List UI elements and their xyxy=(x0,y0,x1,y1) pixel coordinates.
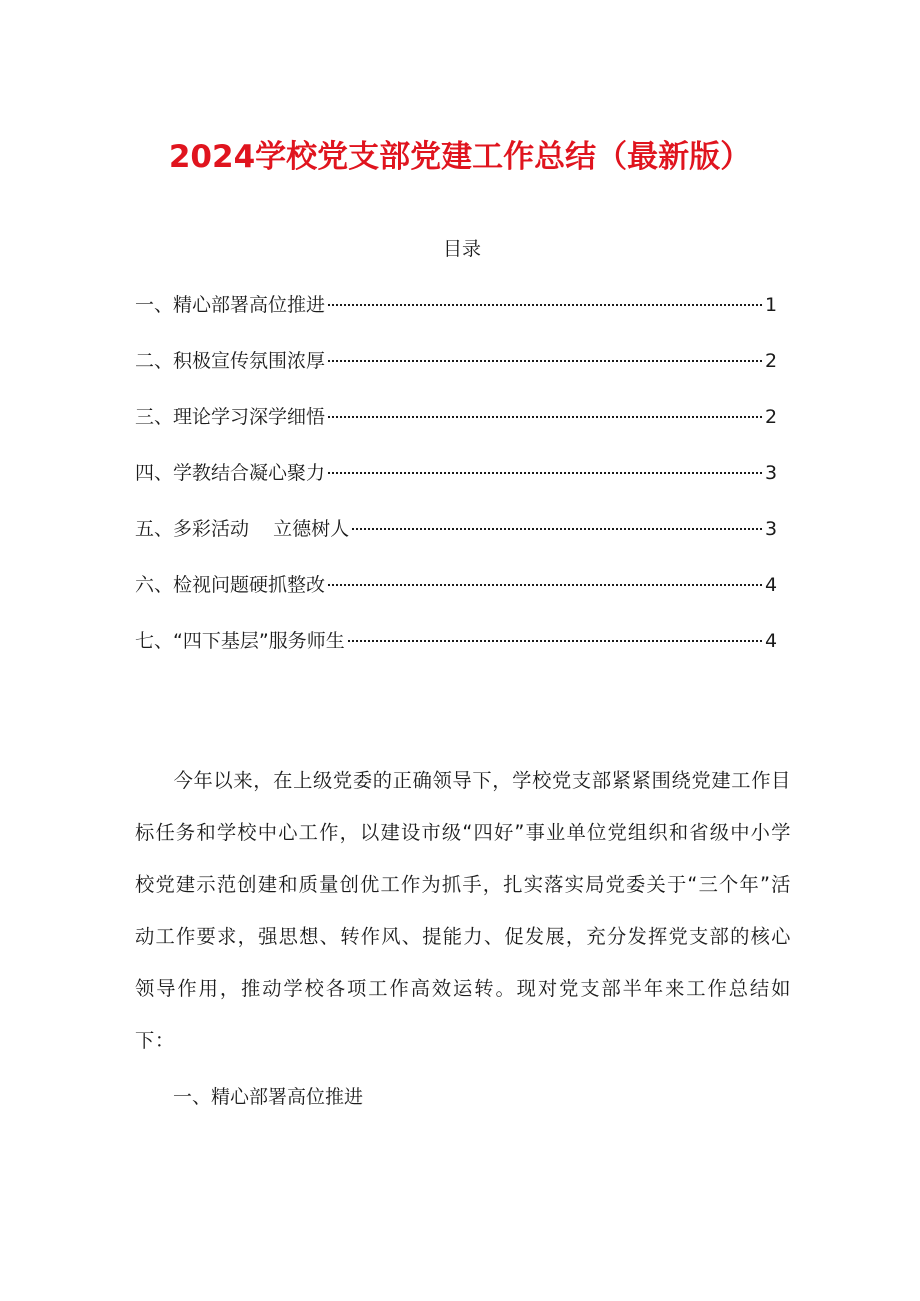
toc-dot-leader xyxy=(328,416,762,418)
toc-dot-leader xyxy=(328,360,762,362)
document-title: 2024学校党支部党建工作总结（最新版） xyxy=(168,138,752,175)
toc-entry-number: 四、 xyxy=(135,462,174,484)
table-of-contents xyxy=(135,288,777,680)
toc-entry-number: 六、 xyxy=(135,574,174,596)
toc-dot-leader xyxy=(348,640,762,642)
toc-entry-label: 积极宣传氛围浓厚 xyxy=(173,350,326,372)
toc-entry-label: 多彩活动 立德树人 xyxy=(173,518,350,540)
toc-entry-page: 4 xyxy=(765,630,778,652)
toc-entry-page: 2 xyxy=(765,350,778,372)
toc-entry-label: 学教结合凝心聚力 xyxy=(173,462,326,484)
toc-entry-page: 3 xyxy=(765,462,778,484)
toc-entry-label: 精心部署高位推进 xyxy=(173,294,326,316)
toc-dot-leader xyxy=(328,304,762,306)
toc-entry-number: 五、 xyxy=(135,518,174,540)
toc-entry-number: 二、 xyxy=(135,350,174,372)
toc-entry-number: 一、 xyxy=(135,294,174,316)
toc-entry[interactable] xyxy=(135,624,777,680)
toc-entry-number: 七、 xyxy=(135,630,174,652)
toc-entry-label: 检视问题硬抓整改 xyxy=(173,574,326,596)
toc-entry-page: 2 xyxy=(765,406,778,428)
toc-entry[interactable] xyxy=(135,344,777,400)
toc-dot-leader xyxy=(352,528,762,530)
intro-paragraph: 今年以来，在上级党委的正确领导下，学校党支部紧紧围绕党建工作目标任务和学校中心工作，以建设市级“四好”事业单位党组织和省级中小学校党建示范创建和质量创优工作为抓手，扎实落实局党委关于“三个年”活动工作要求，强思想、转作风、提能力、促发展，充分发挥党支部的核心领导作用，推动学校各项工作高效运转。现对党支部半年来工作总结如下： xyxy=(135,769,791,1052)
section-heading: 一、精心部署高位推进 xyxy=(173,1086,364,1108)
toc-entry[interactable] xyxy=(135,568,777,624)
toc-heading: 目录 xyxy=(442,238,481,260)
toc-entry[interactable] xyxy=(135,456,777,512)
toc-entry[interactable] xyxy=(135,400,777,456)
toc-entry-page: 4 xyxy=(765,574,778,596)
toc-entry-label: “四下基层”服务师生 xyxy=(173,630,345,652)
toc-dot-leader xyxy=(328,584,762,586)
toc-dot-leader xyxy=(328,472,762,474)
toc-entry-page: 1 xyxy=(765,294,778,316)
toc-entry-number: 三、 xyxy=(135,406,174,428)
toc-entry-label: 理论学习深学细悟 xyxy=(173,406,326,428)
toc-entry[interactable] xyxy=(135,512,777,568)
toc-entry[interactable] xyxy=(135,288,777,344)
toc-entry-page: 3 xyxy=(765,518,778,540)
